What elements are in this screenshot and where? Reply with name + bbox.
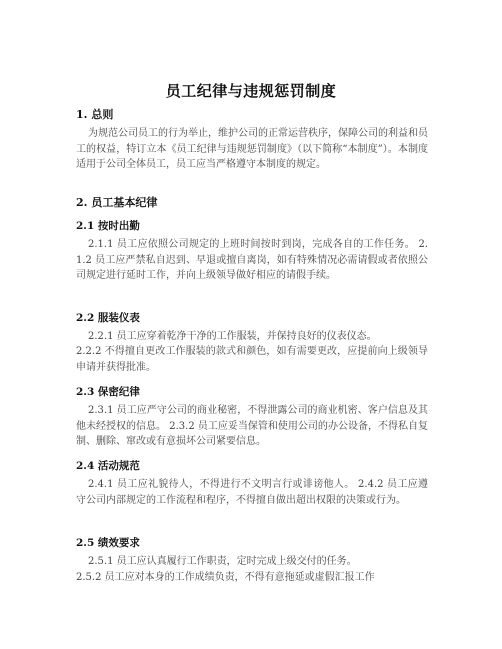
paragraph-dress-1: 2.2.1 员工应穿着乾净干净的工作服装，并保持良好的仪表仪态。 [88,331,377,342]
paragraph-conduct: 2.4.1 员工应礼貌待人，不得进行不文明言行或诽谤他人。 2.4.2 员工应遵守公司内部规定的工作流程和程序，不得擅自做出超出权限的决策或行为。 [76,479,428,506]
subsection-heading-attendance: 2.1 按时出勤 [76,220,140,232]
subsection-heading-dress: 2.2 服装仪表 [76,312,140,324]
document-title: 员工纪律与违规惩罚制度 [165,82,337,100]
subsection-heading-confidentiality: 2.3 保密纪律 [76,386,140,398]
paragraph-performance-1: 2.5.1 员工应认真履行工作职责，定时完成上级交付的任务。 [88,556,357,567]
section-heading-basic-discipline: 2. 员工基本纪律 [76,196,158,209]
subsection-heading-performance: 2.5 绩效要求 [76,537,140,549]
section-heading-general: 1. 总则 [76,108,114,121]
paragraph-attendance: 2.1.1 员工应依照公司规定的上班时间按时到岗，完成各自的工作任务。 2.1.2 员工应严禁私自迟到、早退或擅自离岗，如有特殊情况必需请假或者依照公司规定进行延时工作，并向上级领导做好相应的请假手续。 [76,239,428,281]
paragraph-dress-2: 2.2.2 不得擅自更改工作服装的款式和颜色，如有需要更改，应提前向上级领导申请并获得批准。 [76,346,428,373]
subsection-heading-conduct: 2.4 活动规范 [76,460,140,472]
paragraph-performance-2: 2.5.2 员工应对本身的工作成绩负责，不得有意拖延或虚假汇报工作 [76,572,375,583]
paragraph-confidentiality: 2.3.1 员工应严守公司的商业秘密，不得泄露公司的商业机密、客户信息及其他未经授权的信息。 2.3.2 员工应妥当保管和使用公司的办公设备，不得私自复制、删除、窜改或有意损坏公司紧要信息。 [76,405,428,447]
paragraph-general: 为规范公司员工的行为举止，维护公司的正常运营秩序，保障公司的利益和员工的权益，特订立本《员工纪律与违规惩罚制度》（以下简称“本制度”）。本制度适用于公司全体员工，员工应当严格遵守本制度的规定。 [76,128,428,170]
